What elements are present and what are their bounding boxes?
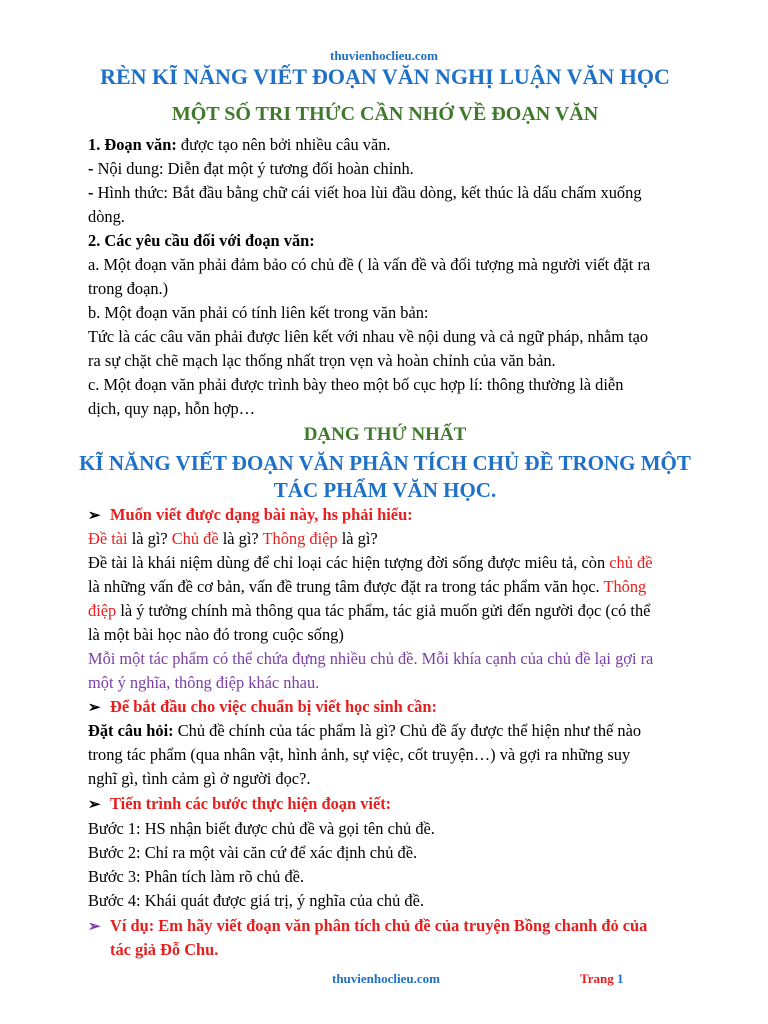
para-line-purple: một ý nghĩa, thông điệp khác nhau. xyxy=(88,673,320,692)
text-run: Nội dung: Diễn đạt một ý tương đối hoàn chỉnh. xyxy=(97,159,414,178)
main-title: RÈN KĨ NĂNG VIẾT ĐOẠN VĂN NGHỊ LUẬN VĂN HỌC xyxy=(100,64,670,89)
term-doan-van: 1. Đoạn văn: xyxy=(88,135,177,154)
text-run: là gì? xyxy=(218,529,263,548)
text-run: là ý tưởng chính mà thông qua tác phẩm, tác giả muốn gửi đến người đọc (có thể xyxy=(116,601,651,620)
example-text: Ví dụ: Em hãy viết đoạn văn phân tích chủ đề của truyện Bồng chanh đỏ của xyxy=(110,916,648,935)
para-line: dịch, quy nạp, hỗn hợp… xyxy=(88,399,256,418)
para-line: nghĩ gì, tình cảm gì ở người đọc?. xyxy=(88,769,311,788)
term-thong-diep: Thông điệp xyxy=(262,529,338,548)
term-chu-de: Chủ đề xyxy=(171,529,219,548)
step-line: Bước 1: HS nhận biết được chủ đề và gọi tên chủ đề. xyxy=(88,819,435,838)
bullet-heading-b xyxy=(88,695,728,720)
para-line: c. Một đoạn văn phải được trình bày theo một bố cục hợp lí: thông thường là diễn xyxy=(88,375,624,394)
arrow-bullet-icon: ➢ xyxy=(88,797,101,813)
text-run: được tạo nên bởi nhiều câu văn. xyxy=(176,135,391,154)
para-line xyxy=(88,133,728,156)
question-line xyxy=(88,527,728,550)
example-line1 xyxy=(88,914,728,939)
sub-title: MỘT SỐ TRI THỨC CẦN NHỚ VỀ ĐOẠN VĂN xyxy=(171,103,599,125)
heading-text: Để bắt đầu cho việc chuẩn bị viết học sinh cần: xyxy=(110,697,437,716)
para-line: Tức là các câu văn phải được liên kết với nhau về nội dung và cả ngữ pháp, nhằm tạo xyxy=(88,327,649,346)
bullet-heading-c xyxy=(88,792,728,817)
term-chu-de: chủ đề xyxy=(609,553,653,572)
type-title-line1: KĨ NĂNG VIẾT ĐOẠN VĂN PHÂN TÍCH CHỦ ĐỀ TRONG MỘT xyxy=(79,451,691,475)
para-line-purple: Mỗi một tác phẩm có thể chứa đựng nhiều chủ đề. Mỗi khía cạnh của chủ đề lại gợi ra xyxy=(88,649,654,668)
para-line: ra sự chặt chẽ mạch lạc thống nhất trọn vẹn và hoàn chỉnh của văn bản. xyxy=(88,351,556,370)
term-thong: Thông xyxy=(603,577,647,596)
arrow-bullet-icon: ➢ xyxy=(88,700,101,716)
para-line: a. Một đoạn văn phải đảm bảo có chủ đề ( là vấn đề và đối tượng mà người viết đặt ra xyxy=(88,255,651,274)
heading-text: Tiến trình các bước thực hiện đoạn viết: xyxy=(110,794,392,813)
step-line: Bước 2: Chỉ ra một vài căn cứ để xác định chủ đề. xyxy=(88,843,418,862)
step-line: Bước 4: Khái quát được giá trị, ý nghĩa của chủ đề. xyxy=(88,891,424,910)
text-run: Chủ đề chính của tác phẩm là gì? Chủ đề ấy được thể hiện như thế nào xyxy=(173,721,642,740)
type-title-line2: TÁC PHẨM VĂN HỌC. xyxy=(273,478,497,502)
term-diep: điệp xyxy=(88,601,117,620)
text-run: là gì? xyxy=(337,529,378,548)
page-number xyxy=(580,971,623,987)
term-dat-cau-hoi: Đặt câu hỏi: xyxy=(88,721,174,740)
term-de-tai: Đề tài xyxy=(88,529,128,548)
type-label: DẠNG THỨ NHẤT xyxy=(303,424,467,445)
text-run: là những vấn đề cơ bản, vấn đề trung tâm được đặt ra trong tác phẩm văn học. xyxy=(88,577,604,596)
para-line xyxy=(88,551,728,574)
dash: - xyxy=(88,159,98,178)
para-line xyxy=(88,599,728,622)
page-num: 1 xyxy=(616,971,624,986)
arrow-bullet-icon: ➢ xyxy=(88,508,101,524)
para-line: dòng. xyxy=(88,207,125,226)
page-label: Trang xyxy=(580,971,614,986)
text-run: Hình thức: Bắt đầu bằng chữ cái viết hoa lùi đầu dòng, kết thúc là dấu chấm xuống xyxy=(97,183,642,202)
para-line: b. Một đoạn văn phải có tính liên kết trong văn bản: xyxy=(88,303,429,322)
para-line xyxy=(88,157,728,180)
text-run: Đề tài là khái niệm dùng để chỉ loại các hiện tượng đời sống được miêu tả, còn xyxy=(88,553,610,572)
bullet-heading-a xyxy=(88,503,728,528)
heading-text: Muốn viết được dạng bài này, hs phải hiểu: xyxy=(110,505,413,524)
example-line2: tác giả Đỗ Chu. xyxy=(110,940,219,959)
header-watermark[interactable]: thuvienhoclieu.com xyxy=(330,48,438,63)
para-line: là một bài học nào đó trong cuộc sống) xyxy=(88,625,344,644)
footer-watermark[interactable]: thuvienhoclieu.com xyxy=(332,971,440,986)
para-line: trong đoạn.) xyxy=(88,279,169,298)
arrow-bullet-icon: ➢ xyxy=(88,919,101,935)
section-heading: 2. Các yêu cầu đối với đoạn văn: xyxy=(88,231,315,250)
step-line: Bước 3: Phân tích làm rõ chủ đề. xyxy=(88,867,305,886)
para-line xyxy=(88,719,728,742)
para-line: trong tác phẩm (qua nhân vật, hình ảnh, sự việc, cốt truyện…) và gợi ra những suy xyxy=(88,745,631,764)
para-line xyxy=(88,575,728,598)
dash: - xyxy=(88,183,98,202)
text-run: là gì? xyxy=(127,529,172,548)
para-line xyxy=(88,181,728,204)
